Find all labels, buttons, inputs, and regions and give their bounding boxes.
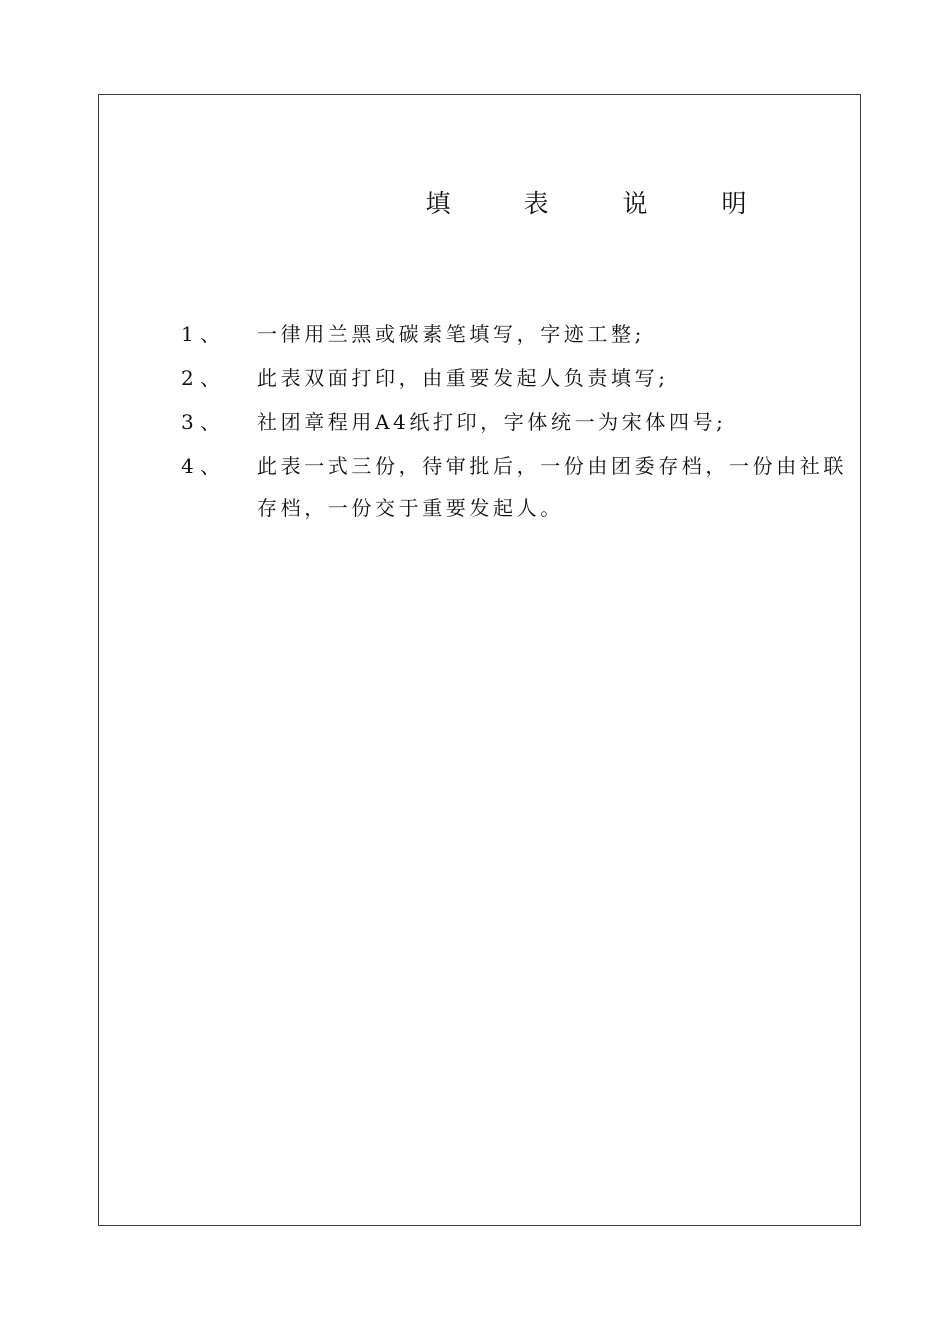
- document-frame: [98, 94, 861, 1226]
- instruction-number: 2 、: [181, 366, 221, 390]
- title-char: 明: [721, 189, 747, 218]
- instruction-number: 4 、: [181, 454, 221, 478]
- instruction-text: 一律用兰黑或碳素笔填写，字迹工整;: [257, 322, 645, 346]
- instruction-text: 社团章程用A4纸打印，字体统一为宋体四号;: [257, 410, 727, 434]
- instruction-number: 3 、: [181, 410, 221, 434]
- instruction-text: 此表一式三份，待审批后，一份由团委存档，一份由社联存档，一份交于重要发起人。: [257, 454, 847, 520]
- title-char: 表: [523, 189, 549, 218]
- title-char: 说: [622, 189, 648, 218]
- instruction-number: 1 、: [181, 322, 221, 346]
- title-char: 填: [425, 189, 451, 218]
- instruction-text: 此表双面打印，由重要发起人负责填写;: [257, 366, 669, 390]
- page-title: [0, 188, 950, 222]
